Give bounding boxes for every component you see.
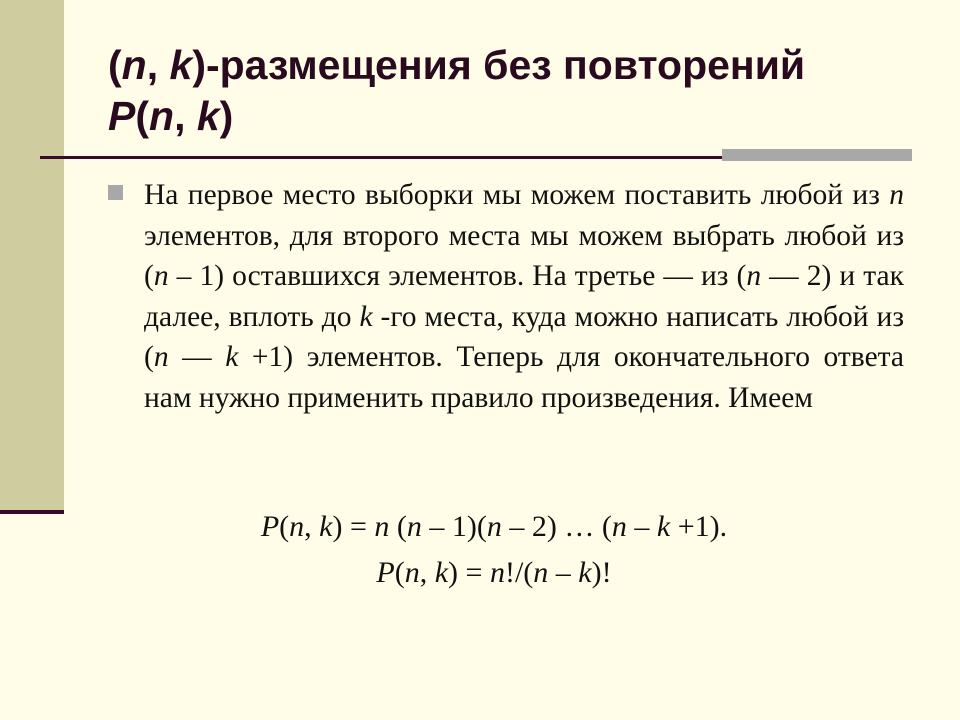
title-text: ( (135, 93, 150, 139)
divider-accent-bar (722, 149, 912, 161)
title-var-p: P (108, 93, 136, 139)
title-text: , (174, 93, 197, 139)
title-var-n: n (121, 42, 147, 88)
formula-var-n: n (289, 510, 305, 543)
formula-text: – (626, 510, 657, 543)
body-text: — 2) и так далее, вплоть до (144, 260, 904, 333)
title-text: ( (108, 42, 122, 88)
formula-var-n: n (533, 556, 549, 589)
slide-title (108, 40, 928, 142)
side-decor-line (0, 510, 64, 514)
formula-var-n: n (374, 510, 390, 543)
body-text: – 1) оставшихся элементов. На третье — из ( (168, 260, 747, 292)
formula-var-p: P (376, 556, 395, 589)
formula-text: , (419, 556, 435, 589)
formula-var-k: k (434, 556, 449, 589)
formula-text: ( (394, 556, 405, 589)
square-bullet-icon (108, 185, 123, 200)
formula-text: +1). (670, 510, 728, 543)
title-line-2 (108, 91, 928, 142)
formula-text: !/( (504, 556, 534, 589)
body-text: +1) элементов. Теперь для окончательного ответа нам нужно применить правило произведения. Имеем (144, 341, 905, 414)
formula-text: – 2) … ( (501, 510, 612, 543)
title-var-n: n (149, 93, 175, 139)
formula-text: , (304, 510, 320, 543)
formula-var-n: n (611, 510, 627, 543)
formula-product (64, 507, 924, 547)
formula-var-n: n (406, 510, 422, 543)
body-var-k: k (225, 341, 239, 373)
body-paragraph (144, 175, 904, 418)
title-text: ) (219, 93, 234, 139)
formula-text: ) = (448, 556, 490, 589)
formula-text: ( (279, 510, 290, 543)
side-decor-panel (0, 0, 64, 512)
formula-var-k: k (319, 510, 333, 543)
formula-text: ) = (332, 510, 375, 543)
formula-var-k: k (656, 510, 671, 543)
body-var-n: n (153, 260, 169, 292)
body-text: -го места, куда можно написать любой из ( (144, 300, 904, 373)
body-var-k: k (359, 300, 373, 333)
body-text: На первое место выборки мы можем поставить любой из (144, 179, 890, 211)
title-text: )-размещения без повторений (192, 42, 806, 88)
title-var-k: k (169, 42, 193, 88)
formula-text: )! (591, 556, 612, 589)
title-line-1 (108, 40, 928, 91)
formula-var-n: n (486, 510, 502, 543)
body-var-n: n (889, 179, 904, 211)
formula-var-k: k (578, 556, 592, 589)
formula-var-n: n (489, 556, 505, 589)
body-text: — (168, 341, 226, 373)
body-text: элементов, для второго места мы можем выбрать любой из ( (144, 219, 904, 292)
formula-text: – 1)( (421, 510, 487, 543)
formula-text: ( (389, 510, 407, 543)
title-var-k: k (196, 93, 220, 139)
formula-text: – (548, 556, 579, 589)
formula-factorial (64, 553, 924, 593)
body-var-n: n (153, 341, 169, 373)
body-var-n: n (746, 260, 762, 292)
formula-var-n: n (404, 556, 420, 589)
title-text: , (146, 42, 170, 88)
formula-var-p: P (260, 510, 280, 543)
